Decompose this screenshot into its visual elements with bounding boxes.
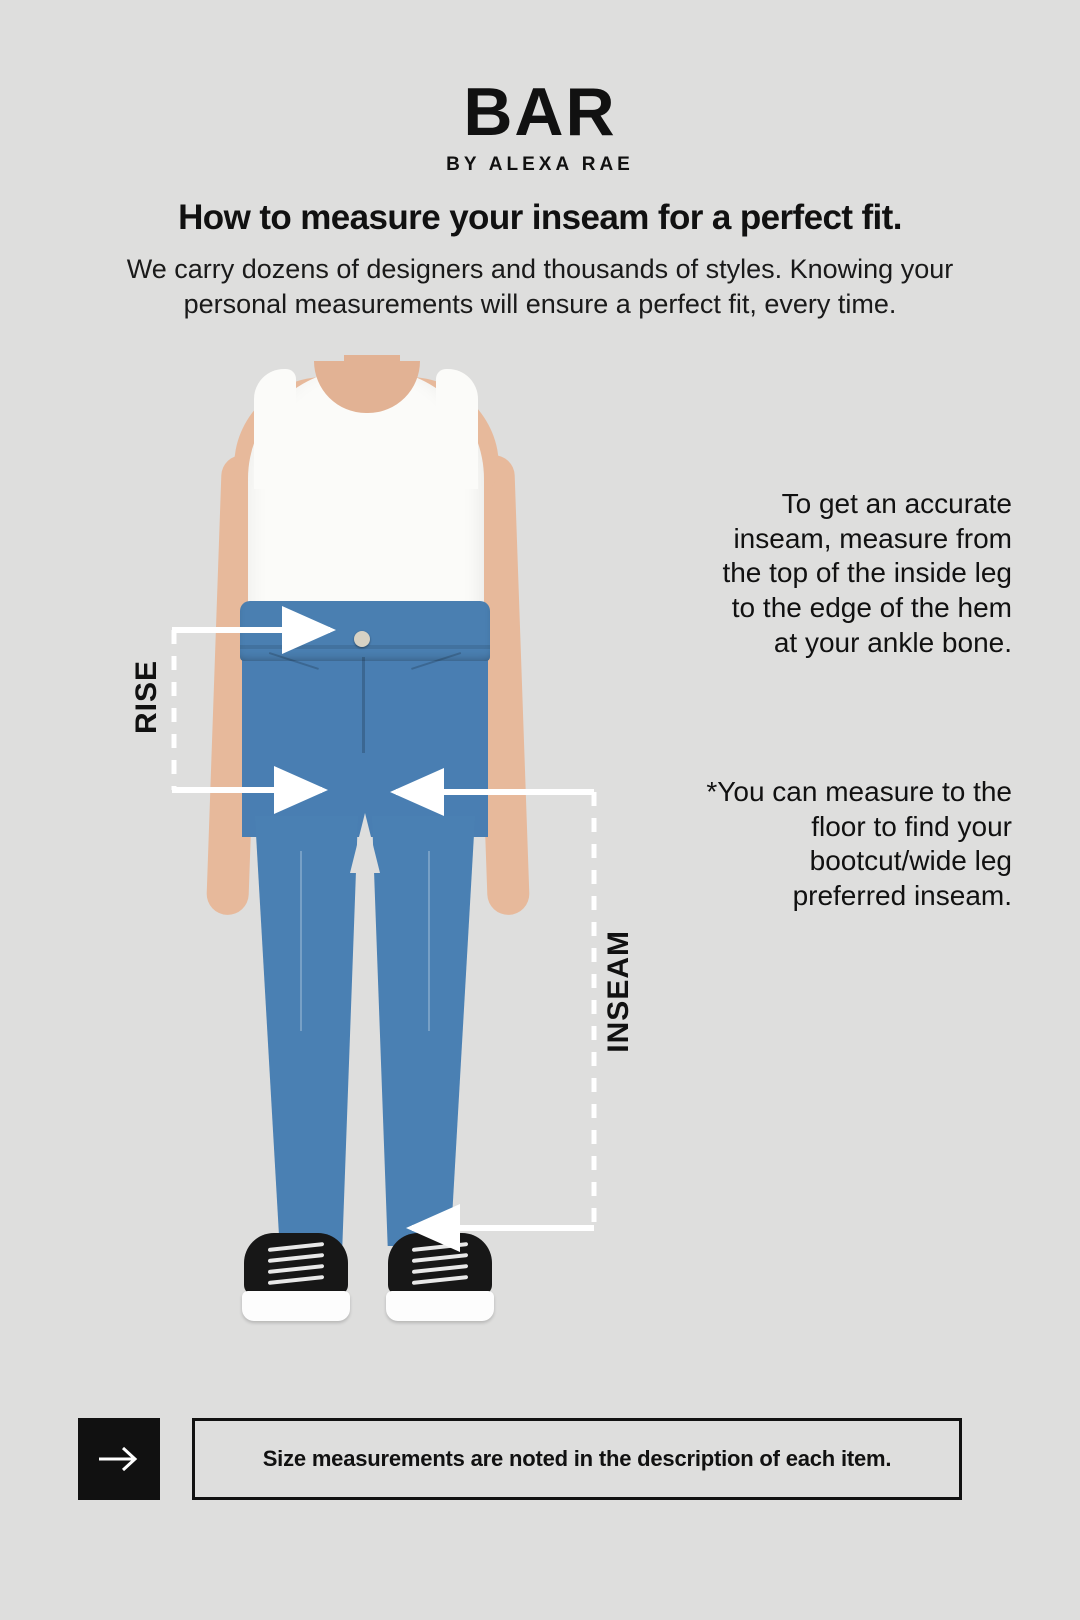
tank-strap-right <box>436 369 478 489</box>
brand-name: BAR <box>463 74 617 150</box>
arrow-right-icon[interactable] <box>78 1418 160 1500</box>
note-accurate-inseam: To get an accurate inseam, measure from the top of the inside leg to the edge of the hem at your ankle bone. <box>722 488 1012 658</box>
blue-jeans <box>240 601 490 1241</box>
jeans-button <box>354 631 370 647</box>
sneaker-laces-left <box>268 1245 324 1285</box>
page-subtitle: We carry dozens of designers and thousands of styles. Knowing your personal measurements will ensure a perfect fit, every time. <box>126 254 954 319</box>
model-photo <box>196 355 536 1375</box>
tank-strap-left <box>254 369 296 489</box>
footer-note-box <box>192 1418 962 1500</box>
inseam-label: INSEAM <box>602 930 635 1053</box>
jeans-leg-left <box>246 816 358 1246</box>
note-floor-measure: *You can measure to the floor to find your bootcut/wide leg preferred inseam. <box>706 776 1012 912</box>
page-title: How to measure your inseam for a perfect fit. <box>178 198 902 237</box>
footer-note-text: Size measurements are noted in the description of each item. <box>262 1446 892 1471</box>
sneaker-left <box>244 1233 348 1325</box>
jeans-fly <box>362 657 365 753</box>
sneaker-laces-right <box>412 1245 468 1285</box>
rise-label: RISE <box>130 660 163 735</box>
sneaker-right <box>388 1233 492 1325</box>
jeans-seam-right <box>428 851 430 1031</box>
brand-lockup <box>0 74 1080 176</box>
sneaker-sole-left <box>242 1291 350 1321</box>
brand-tagline: BY ALEXA RAE <box>446 154 634 175</box>
sneaker-sole-right <box>386 1291 494 1321</box>
jeans-seam-left <box>300 851 302 1031</box>
